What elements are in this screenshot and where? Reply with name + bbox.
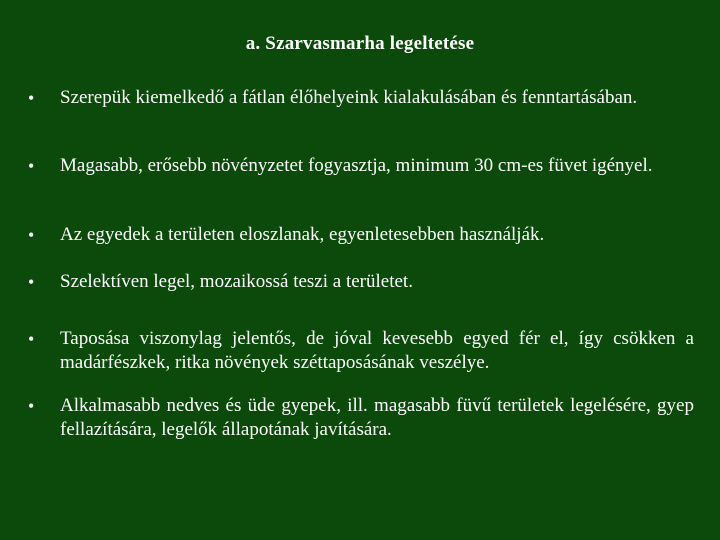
bullet-item xyxy=(28,223,694,247)
bullet-item xyxy=(28,86,694,110)
bullet-dot: • xyxy=(28,272,35,292)
bullet-text: Taposása viszonylag jelentős, de jóval kevesebb egyed fér el, így csökken a madárfészkek, ritka növények széttaposásának veszélye. xyxy=(60,328,694,373)
bullet-item xyxy=(28,270,694,294)
bullet-dot: • xyxy=(28,225,35,245)
bullet-text: Magasabb, erősebb növényzetet fogyasztja, minimum 30 cm-es füvet igényel. xyxy=(60,155,653,176)
bullet-dot: • xyxy=(28,396,35,416)
bullet-item xyxy=(28,154,694,178)
bullet-dot: • xyxy=(28,88,35,108)
slide-title: a. Szarvasmarha legeltetése xyxy=(245,33,475,54)
bullet-item xyxy=(28,394,694,442)
bullet-text: Az egyedek a területen eloszlanak, egyenletesebben használják. xyxy=(60,224,545,245)
bullet-text: Alkalmasabb nedves és üde gyepek, ill. magasabb füvű területek legelésére, gyep fellazítására, legelők állapotának javítására. xyxy=(60,395,694,440)
bullet-dot: • xyxy=(28,329,35,349)
bullet-item xyxy=(28,327,694,375)
bullet-text: Szerepük kiemelkedő a fátlan élőhelyeink kialakulásában és fenntartásában. xyxy=(60,87,638,108)
bullet-dot: • xyxy=(28,156,35,176)
bullet-text: Szelektíven legel, mozaikossá teszi a területet. xyxy=(60,271,413,292)
